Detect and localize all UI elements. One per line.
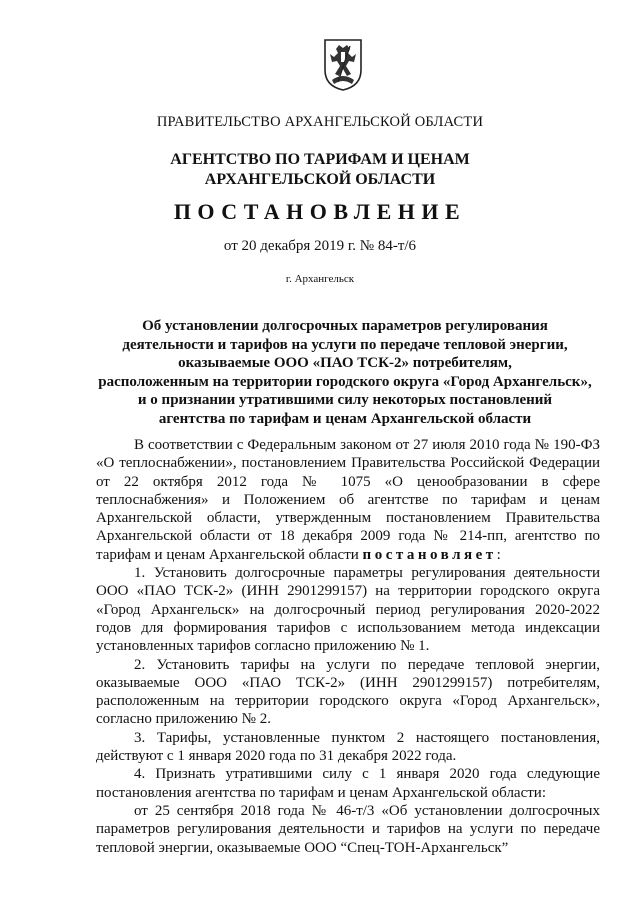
- title-line: расположенным на территории городского округа «Город Архангельск»,: [98, 373, 592, 390]
- preamble-text: В соответствии с Федеральным законом от 27 июля 2010 года № 190-ФЗ «О теплоснабжении», постановлением Правительства Российской Федерации от 22 октября 2012 года № 1075 «О ценообразовании в сфере теплоснабжения» и Положением об агентстве по тарифам и ценам Архангельской области, утвержденным постановлением Правительства Архангельской области от 18 декабря 2009 года № 214-пп, агентство по тарифам и ценам Архангельской области: [96, 437, 600, 563]
- item-2-paragraph: 2. Установить тарифы на услуги по передаче тепловой энергии, оказываемые ООО «ПАО ТСК-2» (ИНН 2901299157) потребителям, расположенным на территории городского округа «Город Архангельск», согласно приложению № 2.: [96, 656, 600, 728]
- document-city: г. Архангельск: [285, 273, 355, 285]
- title-line: и о признании утратившими силу некоторых постановлений: [137, 392, 553, 409]
- government-name: ПРАВИТЕЛЬСТВО АРХАНГЕЛЬСКОЙ ОБЛАСТИ: [156, 114, 484, 130]
- title-line: Об установлении долгосрочных параметров регулирования: [142, 318, 548, 334]
- item-4-paragraph: 4. Признать утратившими силу с 1 января 2020 года следующие постановления агентства по тарифам и ценам Архангельской области:: [96, 766, 600, 801]
- item-3-paragraph: 3. Тарифы, установленные пунктом 2 настоящего постановления, действуют с 1 января 2020 года по 31 декабря 2022 года.: [96, 729, 600, 765]
- document-title: [82, 317, 608, 429]
- agency-name-line-2: АРХАНГЕЛЬСКОЙ ОБЛАСТИ: [204, 171, 436, 188]
- document-date-number: от 20 декабря 2019 г. № 84-т/6: [223, 238, 417, 254]
- agency-name: [0, 150, 640, 190]
- preamble-paragraph: [96, 436, 600, 564]
- title-line: агентства по тарифам и ценам Архангельской области: [158, 410, 532, 427]
- decides-word: постановляет: [362, 546, 497, 563]
- agency-name-line-1: АГЕНТСТВО ПО ТАРИФАМ И ЦЕНАМ: [170, 151, 470, 168]
- coat-of-arms-icon: [322, 36, 364, 92]
- decides-punct: :: [496, 546, 501, 563]
- title-line: деятельности и тарифов на услуги по передаче тепловой энергии,: [122, 336, 568, 353]
- title-line: оказываемые ООО «ПАО ТСК-2» потребителям,: [178, 355, 512, 372]
- document-body: [96, 436, 600, 857]
- item-4-sub-1-paragraph: от 25 сентября 2018 года № 46-т/3 «Об установлении долгосрочных параметров регулирования деятельности и тарифов на услуги по передаче тепловой энергии, оказываемые ООО “Спец-ТОН-Архангельск”: [96, 802, 600, 856]
- item-1-paragraph: 1. Установить долгосрочные параметры регулирования деятельности ООО «ПАО ТСК-2» (ИНН 2901299157) на территории городского округа «Город Архангельск» на долгосрочный период регулирования 2020-2022 годов для формирования тарифов с использованием метода индексации установленных тарифов согласно приложению № 1.: [96, 565, 600, 655]
- document-type: ПОСТАНОВЛЕНИЕ: [173, 199, 467, 224]
